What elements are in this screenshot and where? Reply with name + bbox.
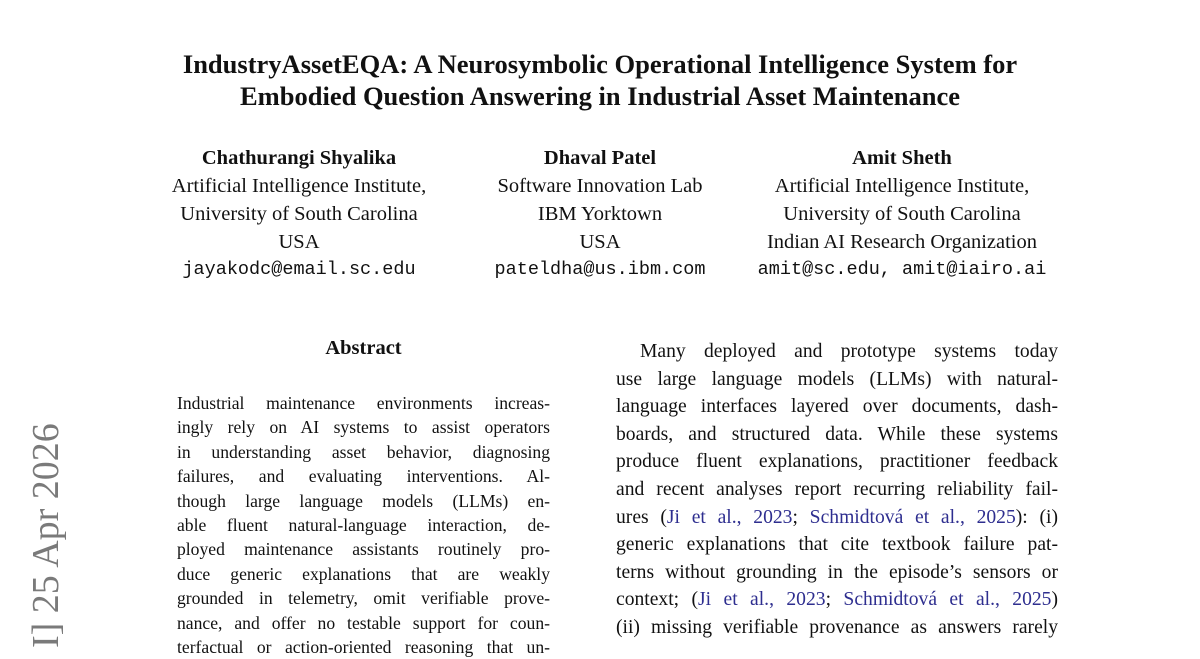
abstract-line: ingly rely on AI systems to assist operators (177, 417, 550, 438)
text: ): (i) (1015, 506, 1058, 528)
abstract-line: duce generic explanations that are weakly (177, 563, 550, 584)
author-name: Chathurangi Shyalika (201, 147, 397, 169)
abstract-line: though large language models (LLMs) en- (177, 490, 550, 511)
introduction-body (616, 338, 1058, 642)
author-affiliation: University of South Carolina (783, 203, 1021, 225)
author-email: jayakodc@email.sc.edu (182, 259, 416, 280)
author-affiliation: Artificial Intelligence Institute, (171, 175, 427, 197)
author-name: Dhaval Patel (543, 147, 657, 169)
author-affiliation: Software Innovation Lab (497, 175, 703, 197)
abstract-line: failures, and evaluating interventions. Al- (177, 466, 550, 487)
abstract-line: terfactual or action-oriented reasoning that un- (177, 637, 550, 658)
intro-line: Many deployed and prototype systems today (640, 341, 1058, 362)
intro-line (616, 504, 1058, 532)
intro-line: language interfaces layered over documents, dash- (616, 396, 1058, 418)
text: ; (792, 506, 810, 528)
text: context; ( (616, 589, 699, 611)
citation-link[interactable]: Ji et al., 2023 (666, 506, 793, 528)
intro-line: and recent analyses report recurring reliability fail- (616, 478, 1058, 500)
paper-title (0, 48, 1200, 112)
citation-link[interactable]: Ji et al., 2023 (698, 589, 826, 611)
abstract-line: able fluent natural-language interaction, de- (177, 515, 550, 536)
author-affiliation: University of South Carolina (180, 203, 418, 225)
intro-line: boards, and structured data. While these systems (616, 423, 1058, 445)
arxiv-stamp: I] 25 Apr 2026 (25, 423, 67, 648)
intro-line: (ii) missing verifiable provenance as answers rarely (616, 616, 1058, 638)
author-block (149, 144, 449, 284)
text: ures ( (616, 506, 667, 528)
abstract-line: grounded in telemetry, omit verifiable prove- (177, 588, 550, 609)
citation-link[interactable]: Schmidtová et al., 2025 (843, 589, 1052, 611)
abstract-heading: Abstract (325, 337, 402, 359)
intro-line (616, 586, 1058, 614)
text: ) (1051, 589, 1059, 611)
author-email: amit@sc.edu, amit@iairo.ai (757, 259, 1047, 280)
author-email: pateldha@us.ibm.com (494, 259, 706, 280)
author-affiliation: IBM Yorktown (537, 203, 663, 225)
author-affiliation: USA (579, 231, 621, 253)
title-line: IndustryAssetEQA: A Neurosymbolic Operational Intelligence System for (182, 49, 1018, 79)
author-affiliation: USA (278, 231, 320, 253)
abstract-line: nance, and offer no testable support for coun- (177, 612, 550, 633)
citation-link[interactable]: Schmidtová et al., 2025 (809, 506, 1016, 528)
author-block (450, 144, 750, 284)
abstract-body (177, 391, 550, 659)
title-line: Embodied Question Answering in Industrial Asset Maintenance (239, 81, 961, 111)
abstract-line: ployed maintenance assistants routinely pro- (177, 539, 550, 560)
text: ; (825, 589, 844, 611)
intro-line: use large language models (LLMs) with natural- (616, 368, 1058, 390)
intro-line: terns without grounding in the episode’s sensors or (616, 561, 1058, 583)
intro-line: generic explanations that cite textbook failure pat- (616, 534, 1058, 556)
author-name: Amit Sheth (852, 147, 952, 169)
author-block (752, 144, 1052, 284)
intro-line: produce fluent explanations, practitioner feedback (616, 451, 1058, 473)
abstract-line: in understanding asset behavior, diagnosing (177, 441, 550, 462)
abstract-line: Industrial maintenance environments increas- (177, 393, 550, 413)
author-affiliation: Artificial Intelligence Institute, (774, 175, 1030, 197)
author-affiliation: Indian AI Research Organization (766, 231, 1037, 253)
